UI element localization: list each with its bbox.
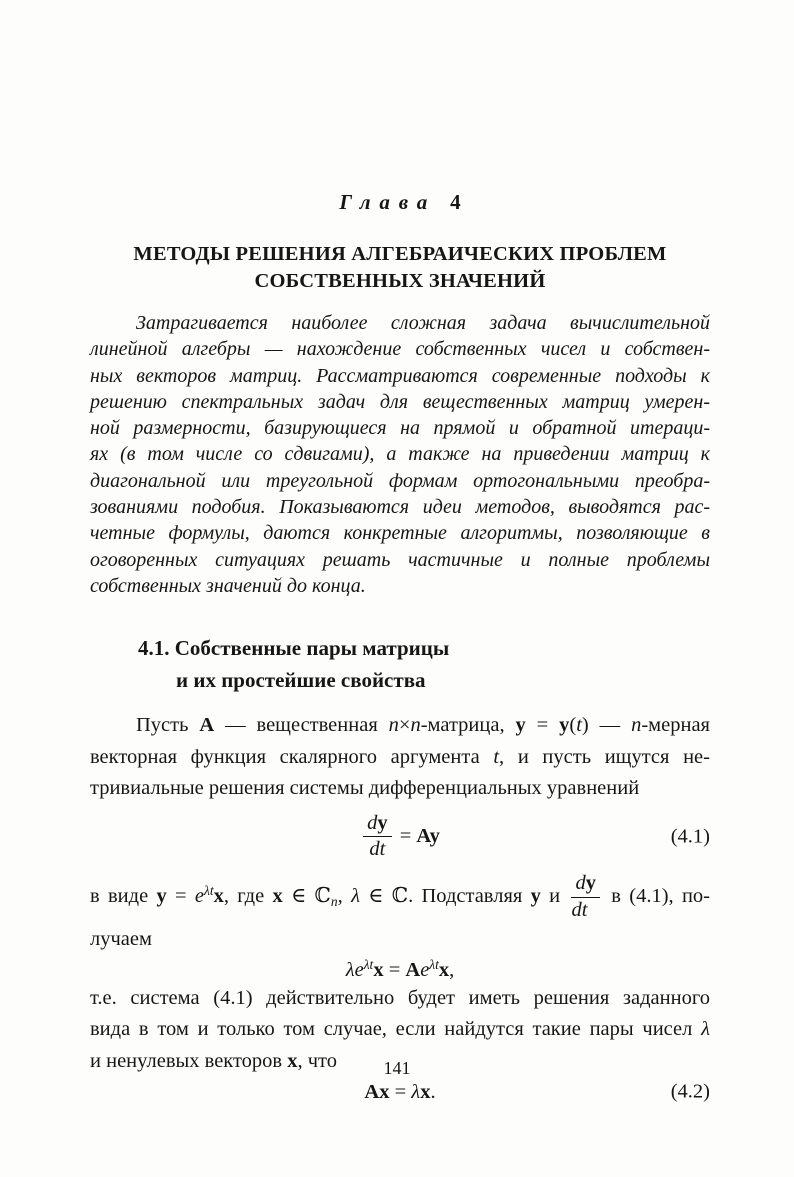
- paragraph-line: Пусть A — вещественная n×n-матрица, y = y(t) — n-мерная: [136, 714, 710, 737]
- chapter-label-number: 4: [450, 190, 461, 214]
- abstract-line: Затрагивается наиболее сложная задача вычислительной: [136, 312, 710, 334]
- abstract-line: линейной алгебры — нахождение собственных чисел и собствен-: [90, 338, 710, 361]
- paragraph-line: и ненулевых векторов x, что: [90, 1049, 337, 1072]
- chapter-title: [90, 241, 710, 295]
- chapter-label: [90, 190, 710, 215]
- abstract-line: собственных значений до конца.: [90, 574, 366, 597]
- chapter-abstract: [90, 310, 710, 599]
- equation-lambda-e-body: $\lambda e^{\lambda t}x = Ae^{\lambda t}x$,: [345, 956, 455, 981]
- equation-4-1: [90, 810, 710, 864]
- equation-4-1-number: (4.1): [670, 825, 710, 848]
- paragraph-line: вида в том и только том случае, если найдутся такие пары чисел λ: [90, 1018, 710, 1041]
- chapter-label-word: Глава: [339, 190, 437, 214]
- section-heading-4-1: [90, 632, 710, 696]
- section-heading-line1: 4.1. Собственные пары матрицы: [138, 636, 450, 661]
- equation-4-2-body: Ax = λx.: [364, 1080, 436, 1103]
- paragraph-substitute-line2: лучаем: [90, 928, 152, 951]
- fraction-denominator: dt: [571, 898, 588, 921]
- abstract-line: зованиями подобия. Показываются идеи методов, выводятся рас-: [90, 496, 710, 519]
- paragraph-line: т.е. система (4.1) действительно будет иметь решения заданного: [90, 986, 710, 1009]
- inline-math-part2: в (4.1), по-: [602, 884, 710, 907]
- fraction-dy-dt-inline: [571, 872, 600, 922]
- abstract-line: решению спектральных задач для вещественных матриц умерен-: [90, 390, 710, 413]
- section-heading-line2: и их простейшие свойства: [176, 668, 426, 693]
- equation-4-1-body: [360, 810, 440, 864]
- paragraph-line: тривиальные решения системы дифференциальных уравнений: [90, 777, 640, 800]
- fraction-numerator: dy: [571, 872, 600, 898]
- equation-4-2: [90, 1080, 710, 1104]
- abstract-line: ях (в том числе со сдвигами), а также на приведении матриц к: [90, 443, 710, 466]
- chapter-title-line1: МЕТОДЫ РЕШЕНИЯ АЛГЕБРАИЧЕСКИХ ПРОБЛЕМ: [133, 243, 667, 265]
- abstract-line: оговоренных ситуациях решать частичные и полные проблемы: [90, 548, 710, 571]
- chapter-title-line2: СОБСТВЕННЫХ ЗНАЧЕНИЙ: [254, 270, 546, 292]
- abstract-line: ной размерности, базирующиеся на прямой и обратной итераци-: [90, 417, 710, 440]
- fraction-dy-dt: [363, 812, 392, 862]
- equation-lambda-e: [90, 958, 710, 982]
- fraction-denominator: dt: [369, 838, 386, 861]
- paragraph-substitute-line1: [90, 869, 710, 924]
- abstract-line: ных векторов матриц. Рассматриваются современные подходы к: [90, 364, 710, 387]
- inline-math-part1: в виде $y = e^{\lambda t}x$, где x ∈ ℂn, λ ∈ ℂ. Подставляя y и: [90, 882, 569, 909]
- equation-4-1-rhs: = Ay: [394, 824, 440, 847]
- abstract-line: диагональной или треугольной формам ортогональными преобра-: [90, 469, 710, 492]
- paragraph-line: векторная функция скалярного аргумента t, и пусть ищутся не-: [90, 745, 710, 768]
- fraction-numerator: dy: [363, 812, 392, 838]
- paragraph-intro: [90, 710, 710, 805]
- equation-4-2-number: (4.2): [670, 1080, 710, 1103]
- page-number: 141: [383, 1058, 411, 1078]
- abstract-line: четные формулы, даются конкретные алгоритмы, позволяющие в: [90, 522, 710, 545]
